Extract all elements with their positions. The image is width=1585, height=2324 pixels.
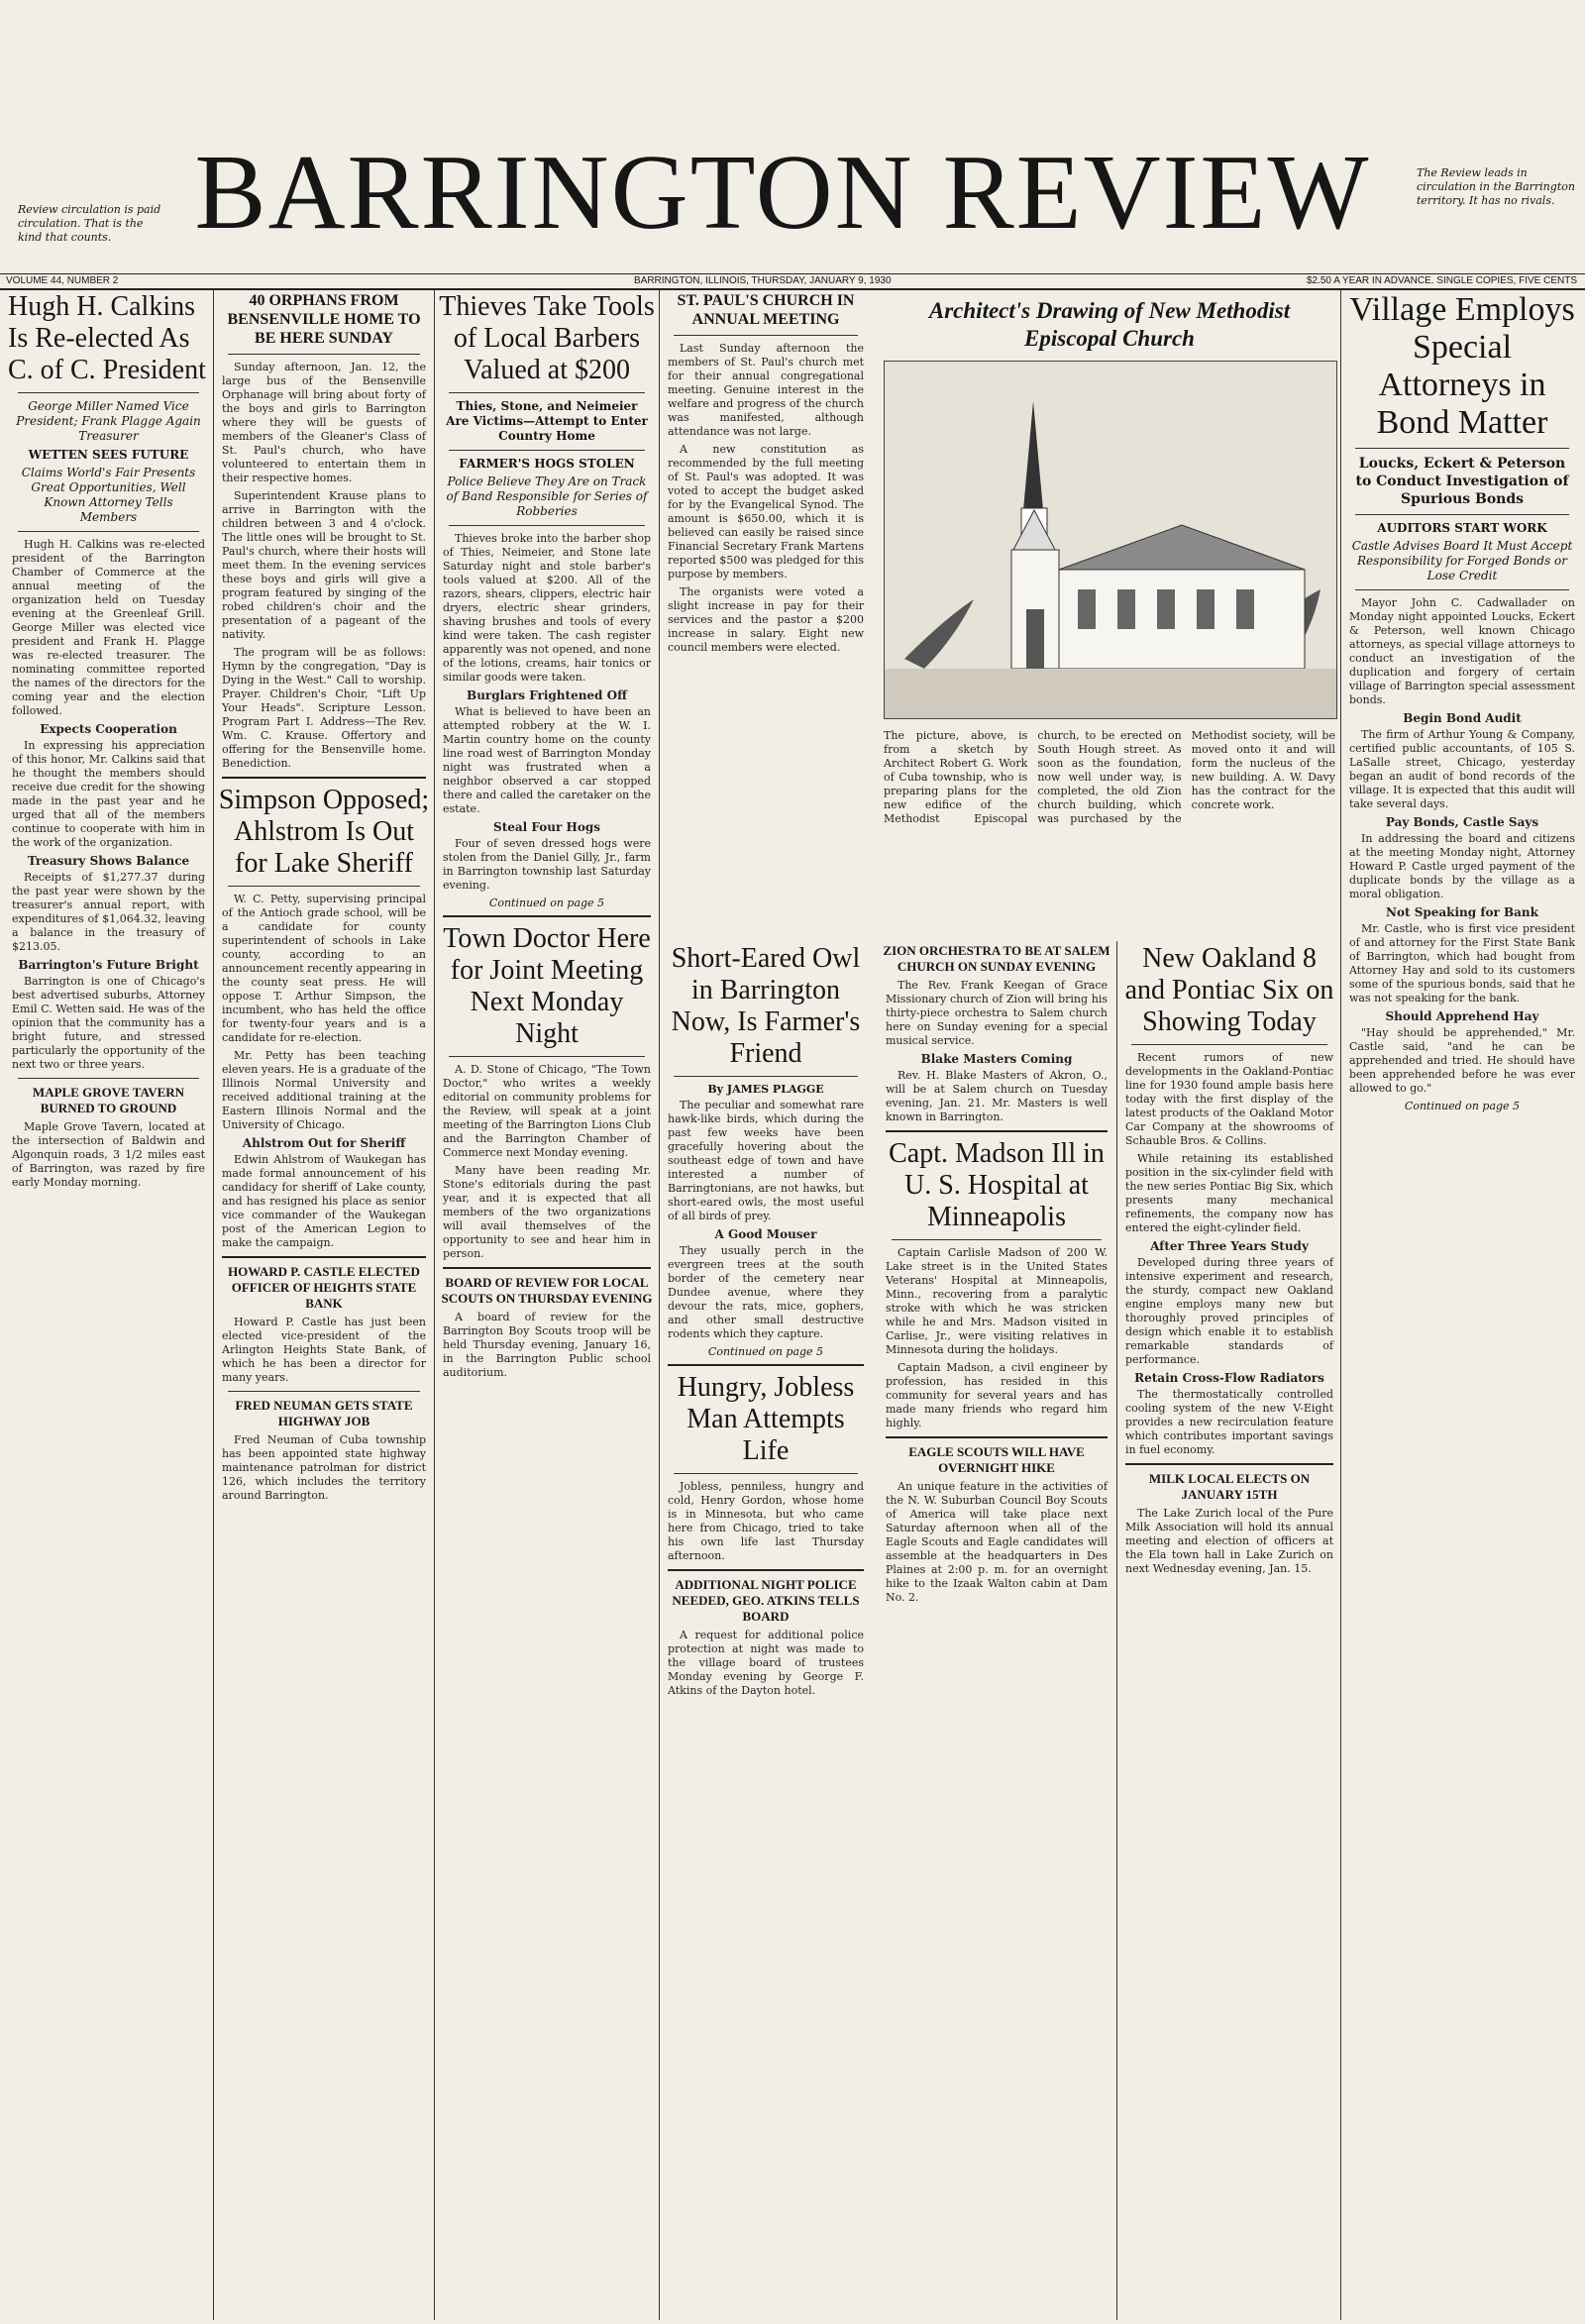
article-calkins: Hugh H. Calkins was re-elected president of the Barrington Chamber of Commerce at the annual meeting of the organization held on Tuesday evening at the Greenleaf Grill. George Miller was elected vice president and Frank H. Plagge was re-elected treasurer. The nominating committee reported the names of the directors for the coming year and the election followed. Expects Cooperation In expressing his appreciation of this honor, Mr. Calkins said that he thought the members should receive due credit for the showing made in the past year and he urged that all of the members continue to cooperate with him in the work of the organization. Treasury Shows Balance Receipts of $1,277.37 during the past year were shown by the treasurer's annual report, with expenditures of $1,064.32, leaving a balance in the treasury of $213.05. Barrington's Future Bright Barrington is one of Chicago's best advertised suburbs, Attorney Emil C. Wetten said. He was of the opinion that the community has a bright future, and stressed particularly the opportunity of the next two or three years. xyxy=(12,538,205,1071)
subhead-hogs: FARMER'S HOGS STOLEN xyxy=(459,457,635,471)
article-simpson: W. C. Petty, supervising principal of the Antioch grade school, will be a candidate for county superintendent of schools in Lake county, according to an announcement recently appearing in the county seat press. He will oppose T. Arthur Simpson, the incumbent, who has held the office for twenty-four years and is a candidate for re-election. Mr. Petty has been teaching eleven years. He is a graduate of the Illinois Normal University and received additional training at the Eastern Illinois Normal and the University of Chicago. Ahlstrom Out for Sheriff Edwin Ahlstrom of Waukegan has made formal announcement of his candidacy for sheriff of Lake county, and has resigned his place as senior vice commander of the Waukegan post of the American Legion to make the campaign. xyxy=(222,893,427,1249)
headline-night-police: ADDITIONAL NIGHT POLICE NEEDED, GEO. ATKINS TELLS BOARD xyxy=(672,1577,860,1624)
column-5 xyxy=(882,941,1111,1609)
article-eagle-scouts: An unique feature in the activities of the N. W. Suburban Council Boy Scouts of America will take place next Saturday afternoon when all of the Eagle Scouts and Eagle candidates will assemble at the headquarters in Des Plaines at 2:00 p. m. for an overnight hike to the Izaak Walton cabin at Dam No. 2. xyxy=(886,1480,1108,1604)
headline-owl: Short-Eared Owl in Barrington Now, Is Farmer's Friend xyxy=(671,943,861,1069)
article-orphans: Sunday afternoon, Jan. 12, the large bus of the Bensenville Orphanage will bring about forty of the boys and girls to Barrington where they will be guests of members of the Gleaner's Class of St. Paul's church, who have volunteered to entertain them in their respective homes. Superintendent Krause plans to arrive in Barrington with the children between 3 and 4 o'clock. The little ones will be brought to St. Paul's church, where their hosts will meet them. In the evening services these boys and girls will give a program featured by singing of the robed children's choir and the presentation of a pageant of the nativity. The program will be as follows: Hymn by the congregation, "Day is Dying in the West." Call to worship. Prayer. Children's Choir, "Lift Up Your Heads". Scripture Lesson. Program Part I. Address—The Rev. Wm. C. Krause. Offertory and offering for the Bensenville home. Benediction. xyxy=(222,361,426,770)
column-2 xyxy=(218,289,430,2320)
byline-owl: By JAMES PLAGGE xyxy=(707,1083,824,1096)
deck-hogs: Police Believe They Are on Track of Band Responsible for Series of Robberies xyxy=(446,475,648,518)
article-milk-local: The Lake Zurich local of the Pure Milk Association will hold its annual meeting and election of officers at the Ela town hall in Lake Zurich on next Wednesday evening, Jan. 15. xyxy=(1125,1507,1333,1575)
church-illustration xyxy=(885,362,1336,718)
headline-orphans: 40 ORPHANS FROM BENSENVILLE HOME TO BE HERE SUNDAY xyxy=(227,292,421,347)
article-madson: Captain Carlisle Madson of 200 W. Lake street is in the United States Veterans' Hospital at Minneapolis, Minn., recovering from a paralytic stroke with which he was stricken while he and Mrs. Madson visited in Carlise, Jr., were visiting relatives in Minnesota during the holidays. Captain Madson, a civil engineer by profession, has resided in this community for several years and has made many friends who regard him highly. xyxy=(886,1246,1108,1429)
church-feature-title: Architect's Drawing of New Methodist Episcopal Church xyxy=(928,298,1291,351)
deck-wetten: Claims World's Fair Presents Great Opportunities, Well Known Attorney Tells Members xyxy=(21,466,196,524)
headline-calkins: Hugh H. Calkins Is Re-elected As C. of C. President xyxy=(8,291,206,385)
headline-milk-local: MILK LOCAL ELECTS ON JANUARY 15TH xyxy=(1148,1471,1311,1502)
continued-thieves: Continued on page 5 xyxy=(488,897,605,909)
column-1 xyxy=(8,289,209,2320)
masthead: BARRINGTON REVIEW xyxy=(194,134,1371,252)
deck-thieves: Thies, Stone, and Neimeier Are Victims—Attempt to Enter Country Home xyxy=(446,399,648,443)
church-feature xyxy=(872,289,1347,825)
subhead-auditors: AUDITORS START WORK xyxy=(1377,521,1547,535)
headline-madson: Capt. Madson Ill in U. S. Hospital at Minneapolis xyxy=(889,1138,1105,1232)
column-4-lower xyxy=(664,941,1114,2320)
article-owl: The peculiar and somewhat rare hawk-like birds, which during the past few weeks have been gracefully hovering about the southeast edge of town and have interested a number of Barringtonians, are not hawks, but short-eared owls, the most useful of all birds of prey. A Good Mouser They usually perch in the evergreen trees at the south border of the cemetery near Dundee avenue, where they devour the rats, mice, gophers, and other small destructive rodents which they capture. xyxy=(668,1099,864,1340)
article-neuman: Fred Neuman of Cuba township has been appointed state highway maintenance patrolman for district 126, which includes the territory around Barrington. xyxy=(222,1433,426,1502)
headline-neuman: FRED NEUMAN GETS STATE HIGHWAY JOB xyxy=(235,1398,413,1428)
column-3 xyxy=(439,289,655,2320)
column-6 xyxy=(1121,941,1337,2320)
dateline xyxy=(0,273,1585,290)
article-night-police: A request for additional police protection at night was made to the village board of trustees Monday evening by George F. Atkins of the Dayton hotel. xyxy=(668,1629,864,1697)
article-tavern: Maple Grove Tavern, located at the intersection of Baldwin and Algonquin roads, 3 1/2 miles east of Barrington, was razed by fire early Monday morning. xyxy=(12,1120,205,1189)
article-castle: Howard P. Castle has just been elected vice-president of the Arlington Heights State Bank, of which he has been a director for many years. xyxy=(222,1316,426,1384)
headline-st-pauls: ST. PAUL'S CHURCH IN ANNUAL MEETING xyxy=(677,292,855,328)
deck-village-attorneys: Loucks, Eckert & Peterson to Conduct Investigation of Spurious Bonds xyxy=(1355,456,1569,507)
subscription-price: $2.50 A YEAR IN ADVANCE. SINGLE COPIES, FIVE CENTS xyxy=(1306,275,1577,286)
left-ear: Review circulation is paid circulation. That is the kind that counts. xyxy=(18,203,161,244)
right-ear: The Review leads in circulation in the Barrington territory. It has no rivals. xyxy=(1417,166,1575,207)
headline-village-attorneys: Village Employs Special Attorneys in Bond Matter xyxy=(1349,291,1575,441)
headline-eagle-scouts: EAGLE SCOUTS WILL HAVE OVERNIGHT HIKE xyxy=(908,1444,1085,1475)
deck-auditors: Castle Advises Board It Must Accept Responsibility for Forged Bonds or Lose Credit xyxy=(1351,539,1573,582)
column-rule xyxy=(213,289,214,2320)
article-town-doctor: A. D. Stone of Chicago, "The Town Doctor," who writes a weekly editorial on community problems for the Review, will speak at a joint meeting of the Barrington Lions Club and the Barrington Chamber of Commerce next Monday evening. Many have been reading Mr. Stone's editorials during the past year, and it is expected that all members of the two organizations will avail themselves of the opportunity to see and hear him in person. xyxy=(443,1063,651,1260)
headline-tavern: MAPLE GROVE TAVERN BURNED TO GROUND xyxy=(32,1085,185,1115)
headline-castle: HOWARD P. CASTLE ELECTED OFFICER OF HEIGHTS STATE BANK xyxy=(228,1264,420,1311)
article-st-pauls: Last Sunday afternoon the members of St. Paul's church met for their annual congregational meeting. Genuine interest in the welfare and progress of the church was manifested, although attendance was not large. A new constitution as recommended by the full meeting of St. Paul's was adopted. It was voted to accept the budget asked for by the Evangelical Synod. The amount is $650.00, which it is believed can easily be raised since Financial Secretary Frank Martens reported $500 was pledged for this purpose by members. The organists were voted a slight increase in pay for their services and the pastor a $200 increase in salary. Eight new council members were elected. xyxy=(668,342,864,654)
headline-zion-orchestra: ZION ORCHESTRA TO BE AT SALEM CHURCH ON SUNDAY EVENING xyxy=(883,943,1110,974)
continued-village-attorneys: Continued on page 5 xyxy=(1404,1100,1521,1112)
column-rule xyxy=(659,289,660,2320)
issue-date: BARRINGTON, ILLINOIS, THURSDAY, JANUARY 9, 1930 xyxy=(634,275,892,286)
article-scouts-review: A board of review for the Barrington Boy Scouts troop will be held Thursday evening, January 16, in the Barrington Public school auditorium. xyxy=(443,1311,651,1379)
column-rule xyxy=(1116,941,1117,2320)
deck-calkins: George Miller Named Vice President; Frank Plagge Again Treasurer xyxy=(16,399,201,443)
article-thieves: Thieves broke into the barber shop of Thies, Neimeier, and Stone late Saturday night and stole barber's tools valued at $200. All of the razors, shears, clippers, electric hair dryers, electric shear grinders, shaving brushes and tools of every kind were taken. The cash register apparently was not opened, and none of the lotions, creams, hair tonics or similar goods were taken. Burglars Frightened Off What is believed to have been an attempted robbery at the W. I. Martin country home on the county line road west of Barrington Monday night was frustrated when a neighbor observed a car stopped there and called the caretaker on the estate. Steal Four Hogs Four of seven dressed hogs were stolen from the Daniel Gilly, Jr., farm in Barrington township last Saturday evening. xyxy=(443,532,651,892)
headline-simpson: Simpson Opposed; Ahlstrom Is Out for Lake Sheriff xyxy=(218,785,430,879)
headline-town-doctor: Town Doctor Here for Joint Meeting Next Monday Night xyxy=(443,923,651,1049)
volume-number: VOLUME 44, NUMBER 2 xyxy=(6,275,119,286)
headline-thieves: Thieves Take Tools of Local Barbers Valued at $200 xyxy=(439,291,655,385)
headline-scouts-review: BOARD OF REVIEW FOR LOCAL SCOUTS ON THURSDAY EVENING xyxy=(441,1275,653,1306)
column-7 xyxy=(1345,289,1579,2320)
article-hungry: Jobless, penniless, hungry and cold, Henry Gordon, whose home is in Minnesota, but who came here from Chicago, tried to take his own life last Thursday afternoon. xyxy=(668,1480,864,1562)
headline-hungry: Hungry, Jobless Man Attempts Life xyxy=(677,1372,855,1466)
continued-owl: Continued on page 5 xyxy=(707,1345,824,1358)
column-rule xyxy=(434,289,435,2320)
headline-oakland: New Oakland 8 and Pontiac Six on Showing Today xyxy=(1124,943,1334,1037)
article-village-attorneys: Mayor John C. Cadwallader on Monday night appointed Loucks, Eckert & Peterson, well known Chicago attorneys, as special village attorneys to conduct an investigation of the duplication and forgery of certain village of Barrington special assessment bonds. Begin Bond Audit The firm of Arthur Young & Company, certified public accountants, of 105 S. LaSalle street, Chicago, yesterday began an audit of bond records of the village. It is expected that this audit will take several days. Pay Bonds, Castle Says In addressing the board and citizens at the meeting Monday night, Attorney Howard P. Castle urged payment of the duplicate bonds by the village as a moral obligation. Not Speaking for Bank Mr. Castle, who is first vice president of and attorney for the First State Bank of Barrington, which had bought from Attorney Hay and sold to its customers some of the spurious bonds, said that he was not speaking for the bank. Should Apprehend Hay "Hay should be apprehended," Mr. Castle said, "and he can be apprehended and tried. He should have been apprehended before he was ever allowed to go." xyxy=(1349,596,1575,1095)
subhead-wetten: WETTEN SEES FUTURE xyxy=(28,448,189,462)
church-drawing xyxy=(884,361,1337,719)
church-caption: The picture, above, is from a sketch by Architect Robert G. Work of Cuba township, who is preparing plans for the new edifice of the Methodist Episcopal church, to be erected on South Hough street. As soon as the foundation, now well under way, is completed, the old Zion church building, which was purchased by the Methodist society, will be moved onto it and will form the nucleus of the new building. A. W. Davy has the contract for the concrete work. xyxy=(884,729,1335,825)
article-zion-orchestra: The Rev. Frank Keegan of Grace Missionary church of Zion will bring his thirty-piece orchestra to Salem church here on Sunday evening for a special musical service. Blake Masters Coming Rev. H. Blake Masters of Akron, O., will be at Salem church on Tuesday evening, Jan. 21. Mr. Masters is well known in Barrington. xyxy=(886,979,1108,1123)
article-oakland: Recent rumors of new developments in the Oakland-Pontiac line for 1930 found ample basis here today with the first display of the latest products of the Oakland Motor Car Company at the showrooms of Schauble Bros. & Collins. While retaining its established position in the six-cylinder field with the new series Pontiac Big Six, which presents many mechanical refinements, the company now has entered the eight-cylinder field. After Three Years Study Developed during three years of intensive experiment and research, the sturdy, compact new Oakland engine employs many new but thoroughly proved principles of design which enable it to establish remarkable standards of performance. Retain Cross-Flow Radiators The thermostatically controlled cooling system of the new V-Eight provides a new recirculation feature which contributes important savings in fuel economy. xyxy=(1125,1051,1333,1456)
